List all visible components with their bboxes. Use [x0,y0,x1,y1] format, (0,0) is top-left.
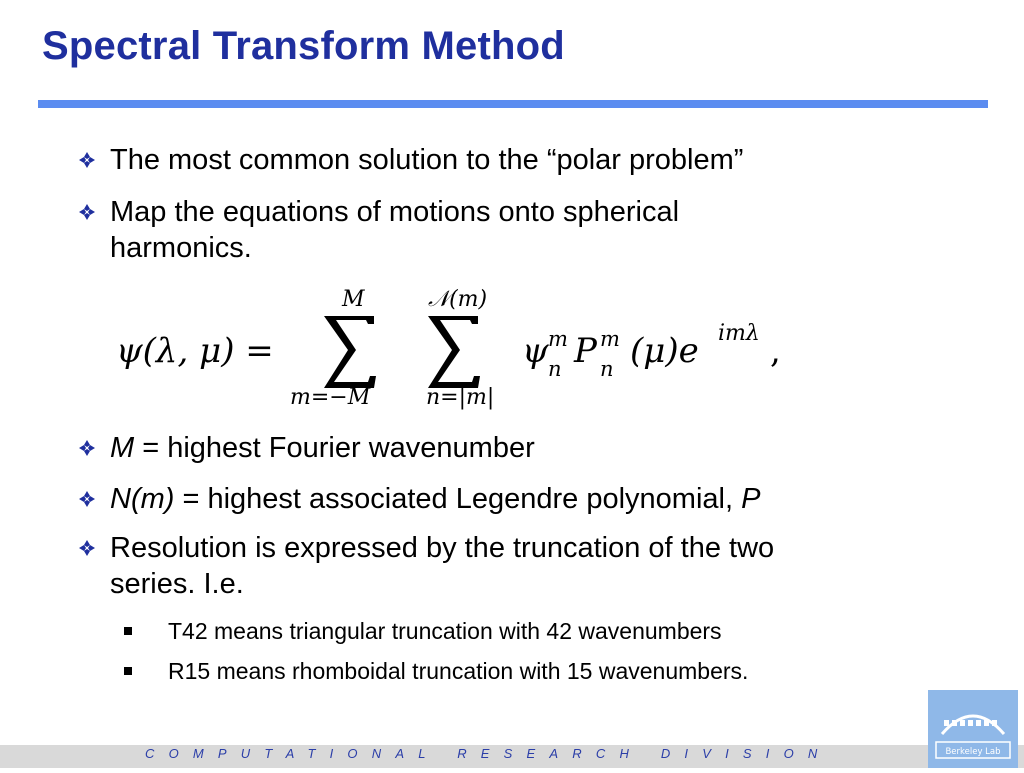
diamond-bullet-icon [78,439,96,457]
berkeley-lab-logo-icon [928,690,1018,768]
legendre-superscript: m [600,327,620,351]
bullet-item [78,194,908,266]
sub-bullet-text: R15 means rhomboidal truncation with 15 wavenumbers. [168,658,749,684]
equation-comma: , [770,331,781,371]
bullet-item [78,142,908,178]
exponent: imλ [718,321,760,346]
bullet-text-line: harmonics. [110,232,252,264]
sum1-upper-limit: M [342,287,365,312]
square-bullet-icon [124,627,132,635]
sum2-upper-limit: 𝒩(m) [428,287,488,312]
psi-subscript: n [548,357,562,381]
bullet-text: = highest Fourier wavenumber [134,432,535,464]
diamond-bullet-icon [78,490,96,508]
term-p: P [741,483,761,515]
term-nm: N(m) [110,483,175,515]
diamond-bullet-icon [78,539,96,557]
legendre-subscript: n [600,357,614,381]
footer-division-name: COMPUTATIONAL RESEARCH DIVISION [145,746,832,761]
diamond-bullet-icon [78,203,96,221]
sub-bullet-text: T42 means triangular truncation with 42 wavenumbers [168,618,722,644]
sum2-lower-limit: n=|m| [426,385,495,410]
diamond-bullet-icon [78,151,96,169]
title-divider [38,100,988,108]
summation-icon [428,316,480,388]
bullet-text-line: Map the equations of motions onto spherical [110,196,680,228]
sum1-lower-limit: m=−M [290,385,371,410]
bullet-text: The most common solution to the “polar problem” [110,144,744,176]
bullet-text-line: Resolution is expressed by the truncation of the two [110,532,775,564]
bullet-item [78,430,908,466]
mu-exponential: (μ)e [630,331,699,371]
sub-bullet-item [124,657,924,685]
spherical-harmonics-equation [110,278,800,418]
square-bullet-icon [124,667,132,675]
logo-text: Berkeley Lab [945,747,1001,757]
slide-title: Spectral Transform Method [42,24,565,68]
equation-lhs: ψ(λ, μ) = [116,331,274,371]
bullet-item [78,530,908,602]
psi-symbol: ψ [522,331,549,371]
summation-icon [324,316,376,388]
bullet-text-line: series. I.e. [110,568,244,600]
bullet-text: = highest associated Legendre polynomial, [174,483,742,515]
berkeley-lab-logo [928,690,1018,768]
legendre-symbol: P [574,331,597,371]
sub-bullet-item [124,617,924,645]
bullet-item [78,481,908,517]
term-m: M [110,432,135,464]
psi-superscript: m [548,327,568,351]
